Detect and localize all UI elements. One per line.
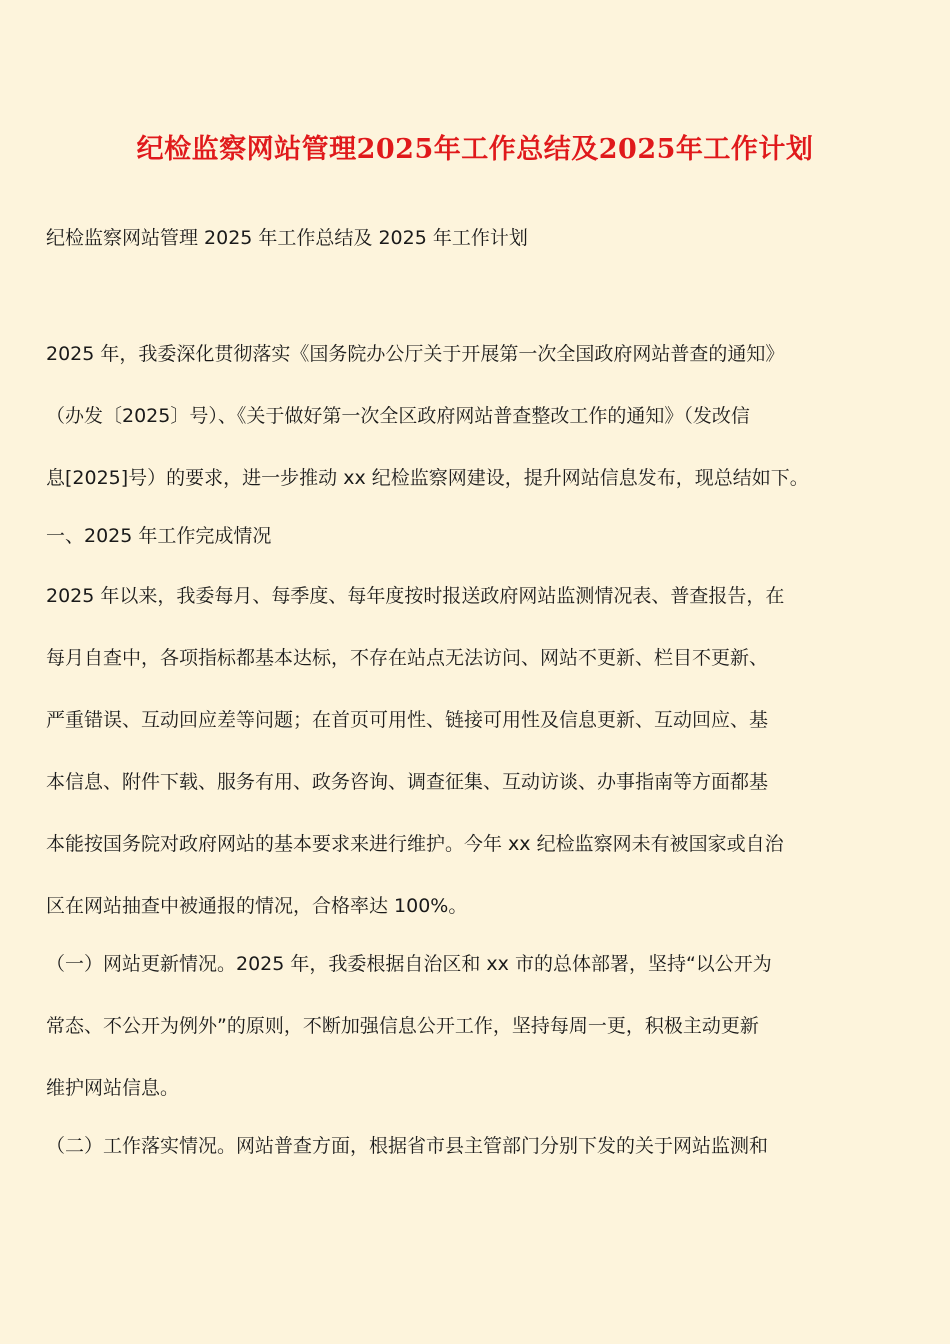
document-title: 纪检监察网站管理2025年工作总结及2025年工作计划 xyxy=(136,134,814,165)
paragraph-line: （一）网站更新情况。2025 年，我委根据自治区和 xx 市的总体部署，坚持“以公开为 xyxy=(46,953,772,975)
paragraph-line: 严重错误、互动回应差等问题；在首页可用性、链接可用性及信息更新、互动回应、基 xyxy=(46,709,769,731)
paragraph-line: 息[2025]号）的要求，进一步推动 xx 纪检监察网建设，提升网站信息发布，现总结如下。 xyxy=(46,467,809,489)
paragraph-line: 维护网站信息。 xyxy=(46,1077,180,1099)
paragraph-line: （办发〔2025〕号）、《关于做好第一次全区政府网站普查整改工作的通知》（发改信 xyxy=(46,405,750,427)
paragraph-line: 常态、不公开为例外”的原则，不断加强信息公开工作，坚持每周一更，积极主动更新 xyxy=(46,1015,759,1037)
paragraph-line: 2025 年，我委深化贯彻落实《国务院办公厅关于开展第一次全国政府网站普查的通知》 xyxy=(46,343,785,365)
paragraph-line: 区在网站抽查中被通报的情况，合格率达 100%。 xyxy=(46,895,468,917)
paragraph-line: 每月自查中，各项指标都基本达标，不存在站点无法访问、网站不更新、栏目不更新、 xyxy=(46,647,769,669)
document-subtitle: 纪检监察网站管理 2025 年工作总结及 2025 年工作计划 xyxy=(46,227,528,249)
paragraph-line: 本能按国务院对政府网站的基本要求来进行维护。今年 xx 纪检监察网未有被国家或自治 xyxy=(46,833,784,855)
paragraph-line: 本信息、附件下载、服务有用、政务咨询、调查征集、互动访谈、办事指南等方面都基 xyxy=(46,771,769,793)
paragraph-line: （二）工作落实情况。网站普查方面，根据省市县主管部门分别下发的关于网站监测和 xyxy=(46,1135,769,1157)
paragraph-line: 2025 年以来，我委每月、每季度、每年度按时报送政府网站监测情况表、普查报告，在 xyxy=(46,585,785,607)
section-heading: 一、2025 年工作完成情况 xyxy=(46,525,272,547)
